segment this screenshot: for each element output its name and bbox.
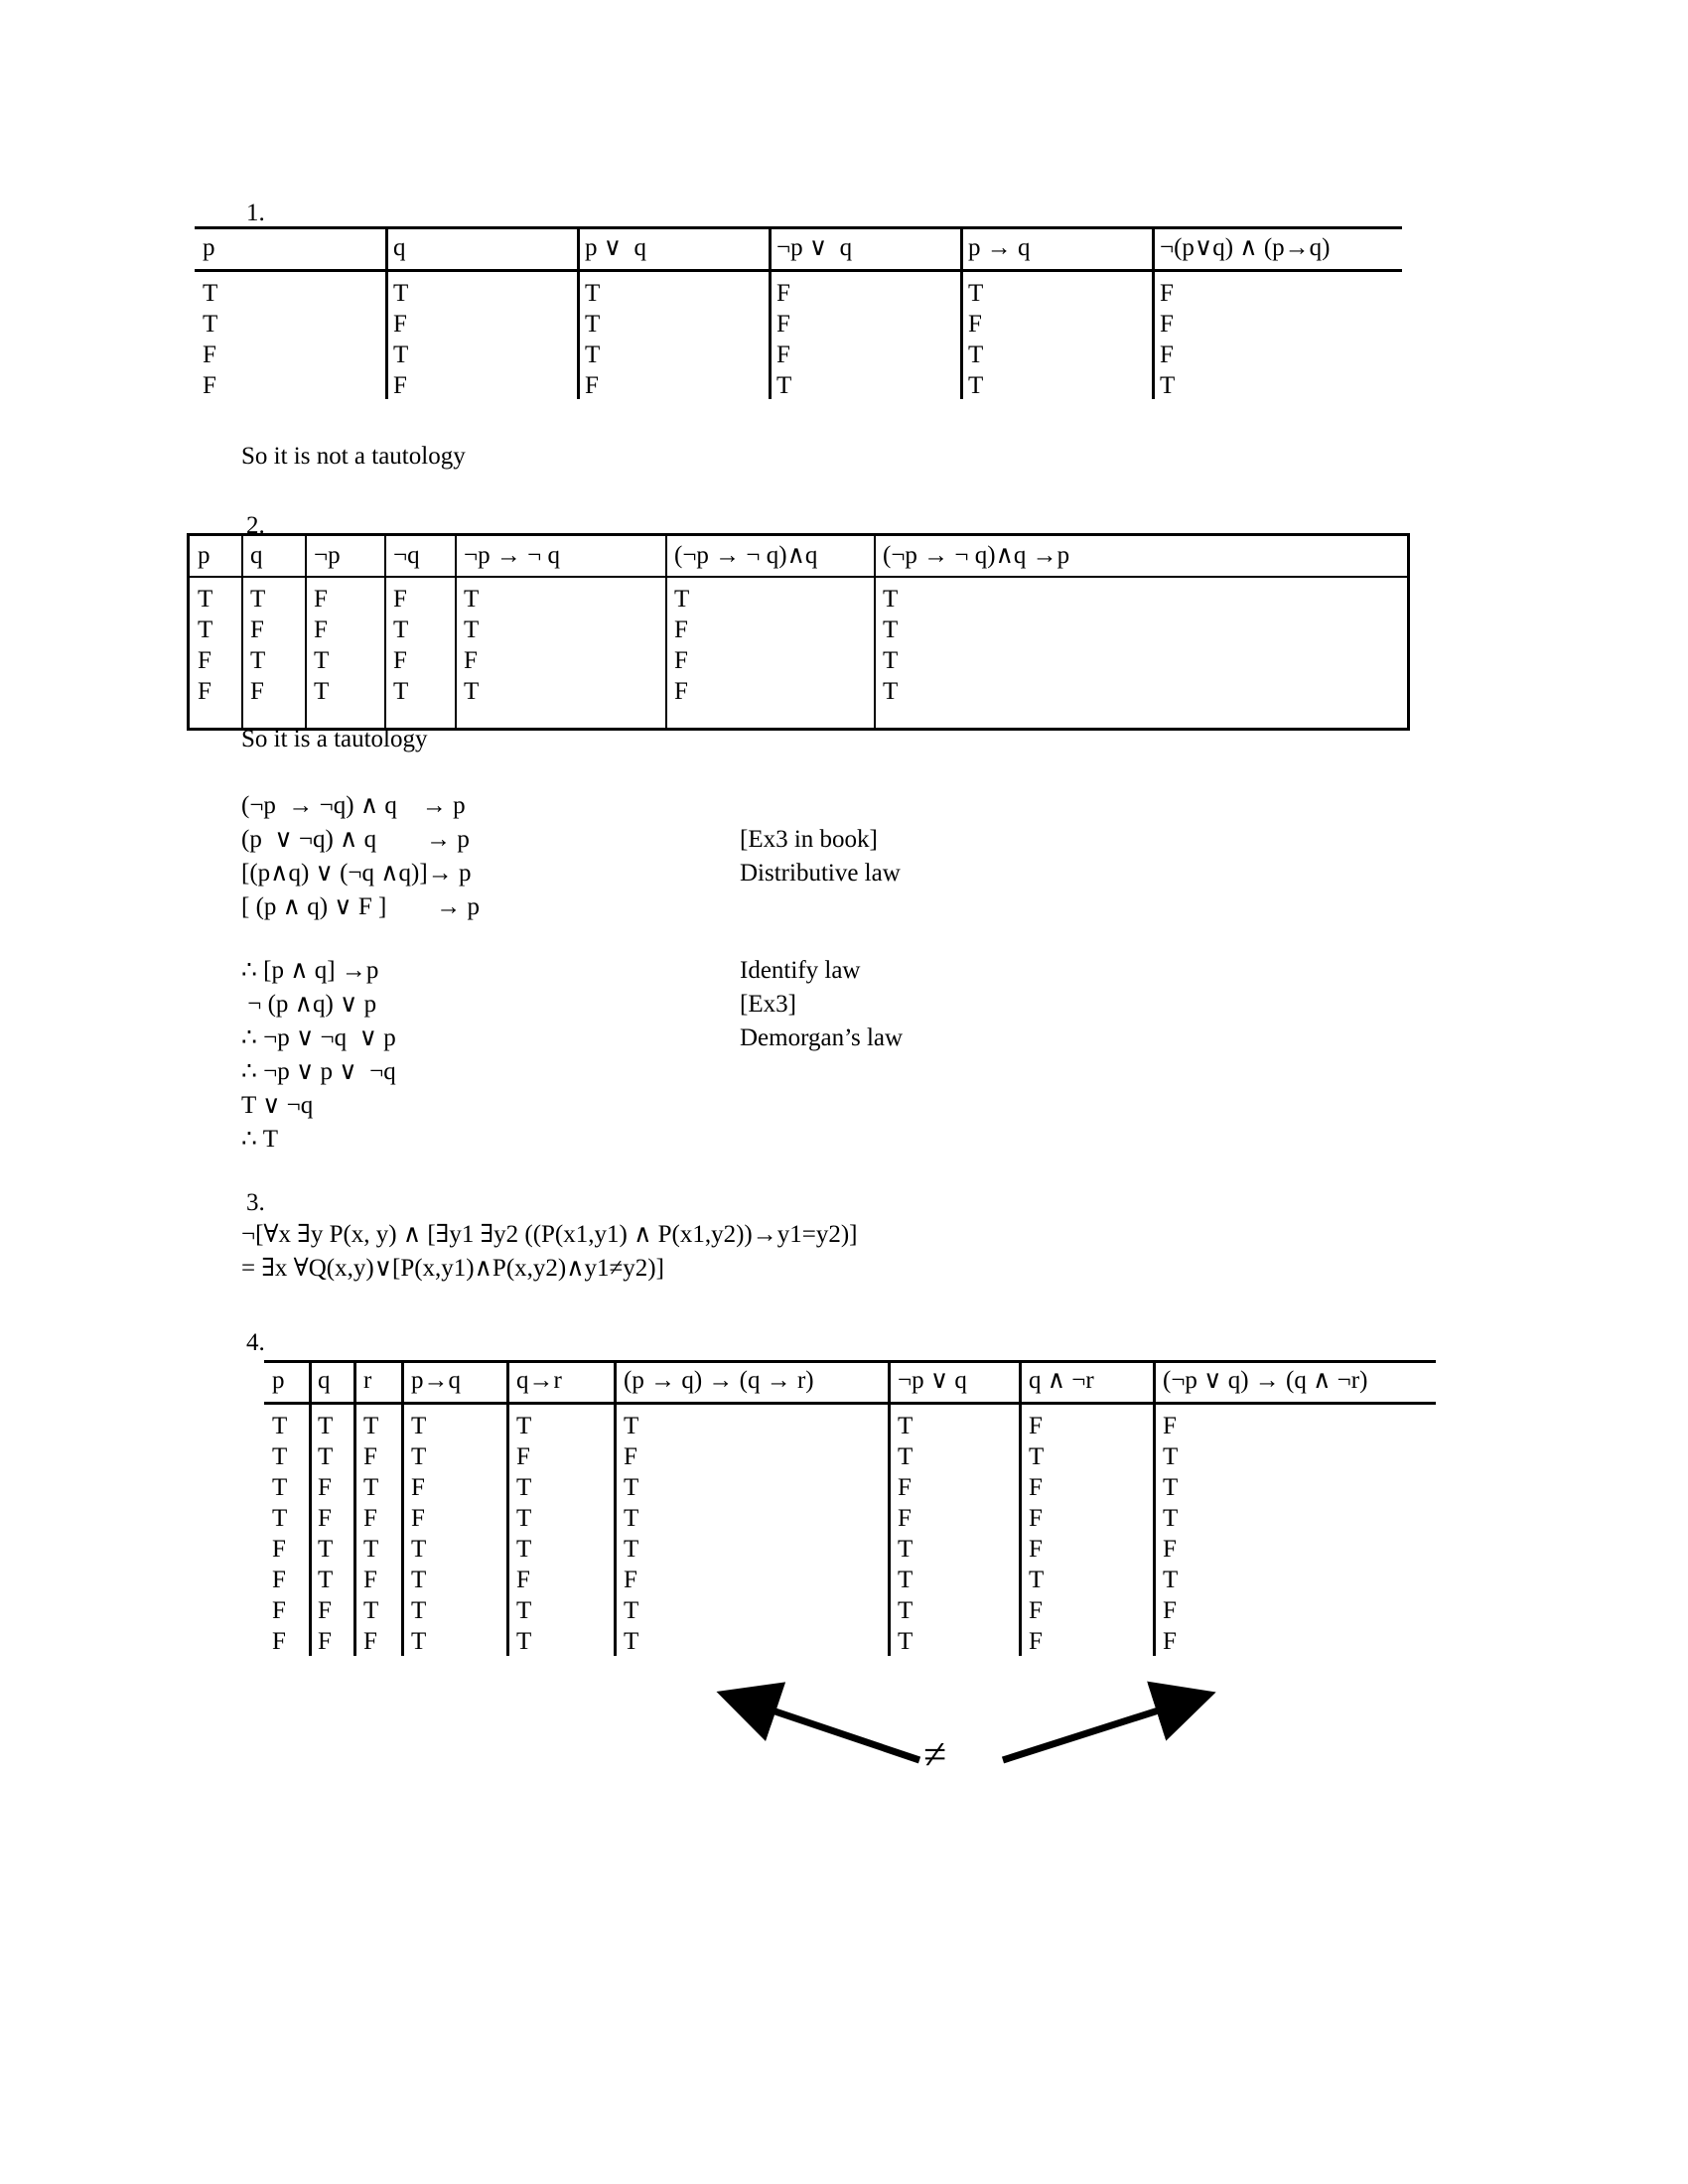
table4-cell: F	[898, 1474, 912, 1501]
derivation-law: Demorgan’s law	[740, 1024, 904, 1051]
table2-header-cell: p	[198, 542, 211, 569]
table4-cell: F	[624, 1443, 637, 1470]
table2-cell: T	[314, 647, 330, 674]
table4-cell: T	[411, 1597, 427, 1624]
table2-cell: T	[464, 586, 480, 613]
table2-cell: T	[883, 647, 899, 674]
table4-cell: T	[272, 1505, 288, 1532]
table4-cell: T	[624, 1474, 639, 1501]
table1-header-cell: ¬(p∨q) ∧ (p→q)	[1160, 234, 1331, 261]
table4-cell: F	[363, 1505, 377, 1532]
table1-col-divider	[1152, 226, 1155, 399]
table2-header-cell: ¬p	[314, 542, 341, 569]
table1-cell: F	[776, 280, 790, 307]
table2-header-cell: ¬q	[393, 542, 420, 569]
table2-cell: T	[883, 678, 899, 705]
table4-cell: T	[318, 1443, 334, 1470]
table1-cell: T	[393, 341, 409, 368]
table2-col-divider	[874, 536, 876, 728]
table2-header-cell: ¬p → ¬ q	[464, 542, 560, 569]
table4-cell: T	[272, 1474, 288, 1501]
table4-header-cell: q ∧ ¬r	[1029, 1367, 1094, 1394]
table2-cell: T	[198, 586, 213, 613]
table4-cell: F	[318, 1597, 332, 1624]
table2-col-divider	[305, 536, 307, 728]
table1-top-rule	[195, 226, 1402, 229]
table2-header-cell: q	[250, 542, 263, 569]
table2-header-cell: (¬p → ¬ q)∧q	[674, 542, 818, 569]
table2-cell: T	[674, 586, 690, 613]
table4-col-divider	[888, 1360, 891, 1656]
table1-cell: F	[585, 372, 599, 399]
table2-cell: T	[883, 586, 899, 613]
table1-header-cell: p	[203, 234, 215, 261]
table4-cell: F	[272, 1536, 286, 1563]
table4-cell: F	[1163, 1413, 1177, 1439]
table4-cell: T	[272, 1413, 288, 1439]
table1-cell: T	[968, 372, 984, 399]
table4-cell: T	[318, 1413, 334, 1439]
table4-header-cell: p→q	[411, 1367, 461, 1394]
table4-cell: T	[363, 1413, 379, 1439]
table2-cell: F	[464, 647, 478, 674]
derivation-expr: T ∨ ¬q	[241, 1092, 314, 1119]
table4-header-cell: p	[272, 1367, 285, 1394]
table4-cell: T	[624, 1505, 639, 1532]
table4-cell: T	[898, 1567, 914, 1593]
table4-cell: T	[411, 1567, 427, 1593]
table1-cell: T	[1160, 372, 1176, 399]
truth-table-4	[264, 1360, 1436, 1656]
table2-cell: F	[198, 678, 211, 705]
problem-1-number: 1.	[246, 200, 265, 226]
table4-cell: F	[363, 1443, 377, 1470]
derivation-expr: ∴ ¬p ∨ p ∨ ¬q	[241, 1058, 396, 1085]
table1-cell: F	[393, 311, 407, 338]
table2-col-divider	[665, 536, 667, 728]
arrow-up-right-icon	[1003, 1701, 1190, 1760]
table4-cell: T	[363, 1597, 379, 1624]
table2-col-divider	[241, 536, 243, 728]
table4-cell: F	[516, 1567, 530, 1593]
table2-col-divider	[384, 536, 386, 728]
derivation-expr: (¬p → ¬q) ∧ q → p	[241, 792, 466, 819]
table4-cell: T	[624, 1536, 639, 1563]
table2-header-cell: (¬p → ¬ q)∧q →p	[883, 542, 1070, 569]
table2-cell: F	[674, 616, 688, 643]
table4-cell: T	[318, 1536, 334, 1563]
table2-cell: F	[198, 647, 211, 674]
table1-cell: T	[585, 311, 601, 338]
table2-cell: F	[674, 647, 688, 674]
table2-cell: T	[250, 647, 266, 674]
table4-cell: F	[1163, 1536, 1177, 1563]
table4-col-divider	[401, 1360, 404, 1656]
table1-col-divider	[577, 226, 580, 399]
table2-cell: F	[314, 586, 328, 613]
table4-cell: T	[1163, 1443, 1179, 1470]
table4-cell: T	[411, 1413, 427, 1439]
table4-cell: T	[898, 1536, 914, 1563]
table1-cell: T	[968, 280, 984, 307]
table4-col-divider	[309, 1360, 312, 1656]
table1-cell: F	[203, 341, 216, 368]
table4-cell: F	[318, 1474, 332, 1501]
table4-cell: F	[1163, 1597, 1177, 1624]
table4-cell: F	[411, 1474, 425, 1501]
problem-3-line: ¬[∀x ∃y P(x, y) ∧ [∃y1 ∃y2 ((P(x1,y1) ∧ P(x1,y2))→y1=y2)]	[241, 1221, 858, 1248]
table4-top-rule	[264, 1360, 1436, 1363]
table4-cell: F	[363, 1628, 377, 1655]
problem-3-number: 3.	[246, 1189, 265, 1216]
table1-header-cell: q	[393, 234, 406, 261]
table4-cell: T	[516, 1505, 532, 1532]
table4-cell: T	[272, 1443, 288, 1470]
table4-cell: T	[898, 1628, 914, 1655]
table4-col-divider	[506, 1360, 509, 1656]
table1-cell: F	[776, 311, 790, 338]
derivation-expr: ∴ T	[241, 1126, 278, 1153]
derivation-law: [Ex3 in book]	[740, 826, 878, 853]
table4-header-rule	[264, 1402, 1436, 1405]
table4-cell: T	[411, 1443, 427, 1470]
problem-4-number: 4.	[246, 1329, 265, 1356]
table4-cell: F	[272, 1567, 286, 1593]
table1-cell: T	[968, 341, 984, 368]
table4-cell: F	[363, 1567, 377, 1593]
table2-cell: F	[393, 586, 407, 613]
problem-2-number: 2.	[246, 512, 265, 539]
table4-header-cell: (¬p ∨ q) → (q ∧ ¬r)	[1163, 1367, 1368, 1394]
table1-cell: T	[393, 280, 409, 307]
table2-cell: T	[883, 616, 899, 643]
table2-cell: T	[393, 616, 409, 643]
table4-cell: T	[624, 1413, 639, 1439]
table4-cell: F	[516, 1443, 530, 1470]
table1-cell: T	[585, 341, 601, 368]
table4-cell: F	[1163, 1628, 1177, 1655]
table4-cell: F	[318, 1628, 332, 1655]
table2-cell: F	[314, 616, 328, 643]
table1-cell: F	[203, 372, 216, 399]
table1-header-cell: p ∨ q	[585, 234, 647, 261]
table4-cell: T	[318, 1567, 334, 1593]
table4-header-cell: r	[363, 1367, 372, 1394]
derivation-law: [Ex3]	[740, 991, 796, 1018]
problem-2-conclusion: So it is a tautology	[241, 726, 428, 752]
table4-header-cell: ¬p ∨ q	[898, 1367, 967, 1394]
derivation-expr: (p ∨ ¬q) ∧ q → p	[241, 826, 470, 853]
table1-header-cell: p → q	[968, 234, 1031, 261]
table2-cell: F	[250, 678, 264, 705]
table2-cell: F	[393, 647, 407, 674]
table4-header-cell: q	[318, 1367, 331, 1394]
table4-cell: F	[898, 1505, 912, 1532]
table4-cell: F	[1029, 1474, 1043, 1501]
table4-cell: F	[1029, 1536, 1043, 1563]
table2-cell: T	[464, 678, 480, 705]
table1-cell: T	[585, 280, 601, 307]
table4-cell: F	[272, 1597, 286, 1624]
table4-col-divider	[1153, 1360, 1156, 1656]
table2-cell: T	[314, 678, 330, 705]
table4-cell: F	[1029, 1597, 1043, 1624]
inequality-annotation	[675, 1643, 1231, 1812]
table2-col-divider	[455, 536, 457, 728]
table4-cell: F	[1029, 1413, 1043, 1439]
table2-cell: F	[674, 678, 688, 705]
table1-cell: F	[776, 341, 790, 368]
derivation-expr: [ (p ∧ q) ∨ F ] → p	[241, 893, 481, 920]
table1-cell: F	[393, 372, 407, 399]
table1-cell: T	[776, 372, 792, 399]
truth-table-1	[195, 226, 1402, 399]
derivation-expr: [(p∧q) ∨ (¬q ∧q)]→ p	[241, 860, 472, 887]
table4-col-divider	[1019, 1360, 1022, 1656]
table4-cell: T	[1163, 1474, 1179, 1501]
table4-cell: T	[1029, 1443, 1045, 1470]
table4-cell: F	[411, 1505, 425, 1532]
table1-col-divider	[960, 226, 963, 399]
problem-3-line: = ∃x ∀Q(x,y)∨[P(x,y1)∧P(x,y2)∧y1≠y2)]	[241, 1255, 664, 1282]
truth-table-2	[187, 533, 1410, 731]
table4-cell: T	[516, 1474, 532, 1501]
table4-col-divider	[353, 1360, 356, 1656]
table1-cell: T	[203, 311, 218, 338]
derivation-expr: ¬ (p ∧q) ∨ p	[241, 991, 377, 1018]
table2-cell: T	[198, 616, 213, 643]
table4-cell: T	[516, 1597, 532, 1624]
table4-cell: T	[363, 1536, 379, 1563]
table2-header-rule	[190, 576, 1407, 578]
table4-cell: F	[272, 1628, 286, 1655]
table1-cell: F	[1160, 311, 1174, 338]
problem-1-conclusion: So it is not a tautology	[241, 443, 466, 470]
annotation-arrows	[675, 1643, 1231, 1812]
table1-cell: T	[203, 280, 218, 307]
table4-cell: T	[411, 1628, 427, 1655]
table4-cell: T	[898, 1413, 914, 1439]
table4-cell: T	[898, 1597, 914, 1624]
table1-header-cell: ¬p ∨ q	[776, 234, 853, 261]
table4-cell: T	[1163, 1505, 1179, 1532]
table4-cell: T	[624, 1597, 639, 1624]
table1-header-rule	[195, 269, 1402, 272]
table1-cell: F	[968, 311, 982, 338]
derivation-expr: ∴ ¬p ∨ ¬q ∨ p	[241, 1024, 396, 1051]
table1-col-divider	[769, 226, 772, 399]
arrow-up-left-icon	[743, 1701, 919, 1760]
table1-cell: F	[1160, 280, 1174, 307]
not-equal-symbol: ≠	[923, 1732, 947, 1778]
table2-cell: T	[464, 616, 480, 643]
table4-cell: T	[516, 1628, 532, 1655]
table4-cell: F	[1029, 1628, 1043, 1655]
derivation-law: Distributive law	[740, 860, 901, 887]
table4-cell: F	[624, 1567, 637, 1593]
table4-cell: T	[1029, 1567, 1045, 1593]
table4-col-divider	[614, 1360, 617, 1656]
table4-header-cell: q→r	[516, 1367, 562, 1394]
table4-cell: T	[516, 1413, 532, 1439]
table1-cell: F	[1160, 341, 1174, 368]
table2-cell: T	[393, 678, 409, 705]
table4-cell: T	[898, 1443, 914, 1470]
table4-cell: F	[1029, 1505, 1043, 1532]
derivation-law: Identify law	[740, 957, 861, 984]
table4-header-cell: (p → q) → (q → r)	[624, 1367, 814, 1394]
table4-cell: T	[624, 1628, 639, 1655]
derivation-expr: ∴ [p ∧ q] →p	[241, 957, 379, 984]
table2-cell: F	[250, 616, 264, 643]
table4-cell: T	[516, 1536, 532, 1563]
table4-cell: T	[411, 1536, 427, 1563]
table1-col-divider	[385, 226, 388, 399]
table2-cell: T	[250, 586, 266, 613]
table4-cell: T	[1163, 1567, 1179, 1593]
table4-cell: T	[363, 1474, 379, 1501]
table4-cell: F	[318, 1505, 332, 1532]
